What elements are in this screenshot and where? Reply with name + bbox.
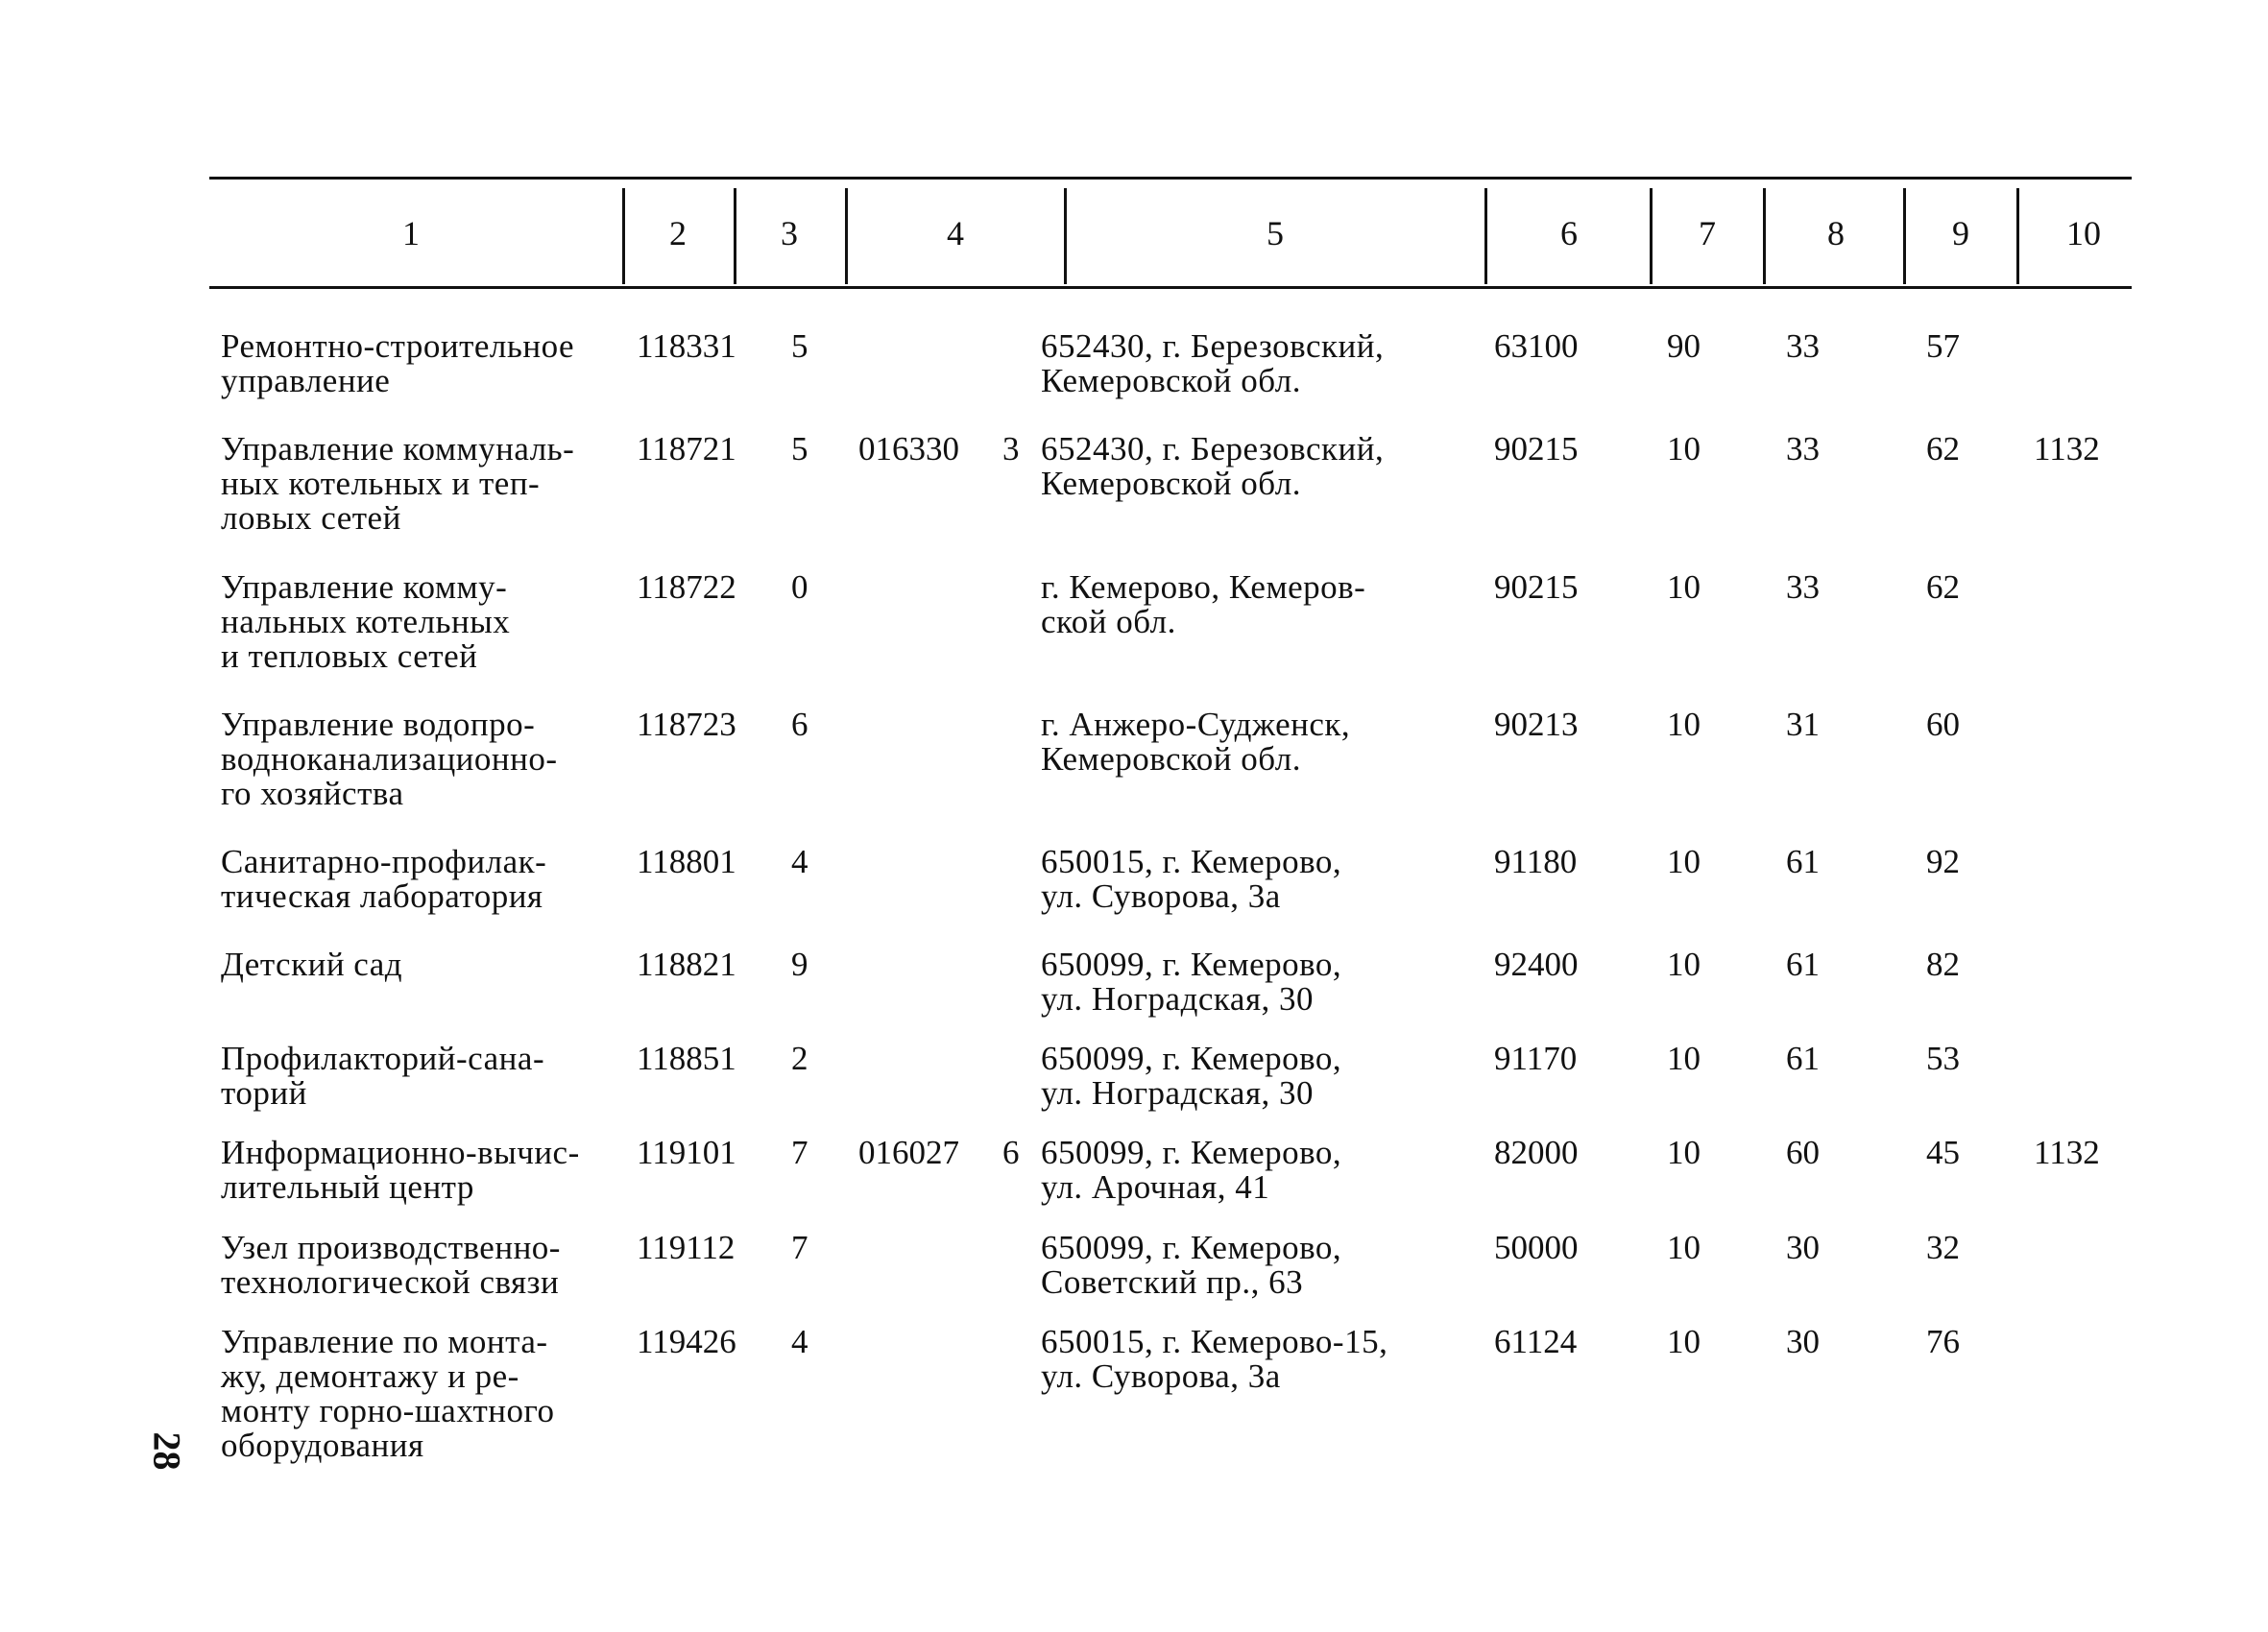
col9-value: 32 [1926, 1229, 1960, 1266]
col6-value: 63100 [1494, 327, 1579, 365]
org-code: 119112 [637, 1229, 736, 1266]
org-check-digit: 4 [791, 1323, 808, 1360]
col7-value: 10 [1667, 1134, 1701, 1171]
col9-value: 62 [1926, 430, 1960, 468]
col8-value: 61 [1786, 946, 1820, 983]
header-col-8: 8 [1827, 214, 1845, 252]
col6-value: 50000 [1494, 1229, 1579, 1266]
org-name: Узел производственно- технологической связи [221, 1229, 561, 1301]
col6-value: 90215 [1494, 568, 1579, 606]
header-col-7: 7 [1699, 214, 1716, 252]
col7-value: 10 [1667, 1229, 1701, 1266]
header-col-3: 3 [781, 214, 798, 252]
org-check-digit: 9 [791, 946, 808, 983]
header-col-6: 6 [1560, 214, 1578, 252]
col6-value: 90213 [1494, 706, 1579, 743]
col6-value: 91180 [1494, 843, 1578, 880]
org-check-digit: 7 [791, 1229, 808, 1266]
org-address: 650099, г. Кемерово, ул. Ноградская, 30 [1041, 946, 1342, 1018]
org-code: 118801 [637, 843, 736, 880]
col8-value: 30 [1786, 1229, 1820, 1266]
org-name: Детский сад [221, 946, 403, 983]
col9-value: 53 [1926, 1040, 1960, 1077]
secondary-check-digit: 3 [1002, 430, 1020, 468]
col10-value: 1132 [2034, 430, 2100, 468]
col7-value: 90 [1667, 327, 1701, 365]
header-col-10: 10 [2066, 214, 2101, 252]
column-divider [845, 188, 848, 284]
col9-value: 45 [1926, 1134, 1960, 1171]
org-code: 118722 [637, 568, 736, 606]
secondary-check-digit: 6 [1002, 1134, 1020, 1171]
col9-value: 82 [1926, 946, 1960, 983]
column-divider [1484, 188, 1487, 284]
org-address: 650099, г. Кемерово, ул. Ноградская, 30 [1041, 1040, 1342, 1112]
org-address: 652430, г. Березовский, Кемеровской обл. [1041, 327, 1385, 399]
secondary-code: 016027 [858, 1134, 959, 1171]
header-col-4: 4 [947, 214, 964, 252]
org-code: 119426 [637, 1323, 736, 1360]
col8-value: 31 [1786, 706, 1820, 743]
column-divider [734, 188, 736, 284]
col8-value: 61 [1786, 843, 1820, 880]
org-check-digit: 5 [791, 430, 808, 468]
col6-value: 92400 [1494, 946, 1579, 983]
header-col-5: 5 [1267, 214, 1284, 252]
org-address: 650099, г. Кемерово, Советский пр., 63 [1041, 1229, 1342, 1301]
org-name: Управление коммуналь- ных котельных и теп- ловых сетей [221, 430, 575, 537]
org-check-digit: 5 [791, 327, 808, 365]
col6-value: 90215 [1494, 430, 1579, 468]
org-code: 118851 [637, 1040, 736, 1077]
col9-value: 62 [1926, 568, 1960, 606]
col9-value: 57 [1926, 327, 1960, 365]
org-address: 652430, г. Березовский, Кемеровской обл. [1041, 430, 1385, 502]
org-address: 650015, г. Кемерово-15, ул. Суворова, 3а [1041, 1323, 1388, 1395]
col8-value: 33 [1786, 430, 1820, 468]
col8-value: 33 [1786, 327, 1820, 365]
secondary-code: 016330 [858, 430, 959, 468]
org-code: 118331 [637, 327, 736, 365]
col8-value: 33 [1786, 568, 1820, 606]
col6-value: 91170 [1494, 1040, 1578, 1077]
page-number: 28 [145, 1431, 189, 1471]
column-divider [622, 188, 625, 284]
org-code: 118821 [637, 946, 736, 983]
header-col-2: 2 [669, 214, 687, 252]
org-address: г. Кемерово, Кемеров- ской обл. [1041, 568, 1366, 640]
org-address: 650015, г. Кемерово, ул. Суворова, 3а [1041, 843, 1342, 915]
col9-value: 60 [1926, 706, 1960, 743]
col7-value: 10 [1667, 568, 1701, 606]
column-divider [1650, 188, 1653, 284]
col7-value: 10 [1667, 430, 1701, 468]
org-name: Санитарно-профилак- тическая лаборатория [221, 843, 547, 915]
col6-value: 82000 [1494, 1134, 1579, 1171]
org-code: 118721 [637, 430, 736, 468]
column-divider [2016, 188, 2019, 284]
org-name: Профилакторий-сана- торий [221, 1040, 545, 1112]
org-name: Ремонтно-строительное управление [221, 327, 575, 399]
col6-value: 61124 [1494, 1323, 1578, 1360]
org-name: Управление водопро- водноканализационно- го хозяйства [221, 706, 558, 812]
col7-value: 10 [1667, 1040, 1701, 1077]
table-top-rule [209, 177, 2132, 180]
header-col-1: 1 [402, 214, 420, 252]
table-header-rule [209, 286, 2132, 289]
col7-value: 10 [1667, 706, 1701, 743]
col9-value: 92 [1926, 843, 1960, 880]
org-name: Управление комму- нальных котельных и тепловых сетей [221, 568, 511, 675]
col10-value: 1132 [2034, 1134, 2100, 1171]
col9-value: 76 [1926, 1323, 1960, 1360]
org-check-digit: 4 [791, 843, 808, 880]
org-check-digit: 2 [791, 1040, 808, 1077]
col7-value: 10 [1667, 843, 1701, 880]
org-code: 119101 [637, 1134, 736, 1171]
column-divider [1064, 188, 1067, 284]
col8-value: 30 [1786, 1323, 1820, 1360]
org-address: г. Анжеро-Судженск, Кемеровской обл. [1041, 706, 1351, 778]
org-name: Информационно-вычис- лительный центр [221, 1134, 580, 1206]
org-name: Управление по монта- жу, демонтажу и ре- монту горно-шахтного оборудования [221, 1323, 555, 1464]
col8-value: 61 [1786, 1040, 1820, 1077]
org-check-digit: 0 [791, 568, 808, 606]
col8-value: 60 [1786, 1134, 1820, 1171]
col7-value: 10 [1667, 946, 1701, 983]
header-col-9: 9 [1952, 214, 1969, 252]
col7-value: 10 [1667, 1323, 1701, 1360]
org-code: 118723 [637, 706, 736, 743]
org-check-digit: 6 [791, 706, 808, 743]
column-divider [1763, 188, 1766, 284]
org-address: 650099, г. Кемерово, ул. Арочная, 41 [1041, 1134, 1342, 1206]
org-check-digit: 7 [791, 1134, 808, 1171]
column-divider [1903, 188, 1906, 284]
